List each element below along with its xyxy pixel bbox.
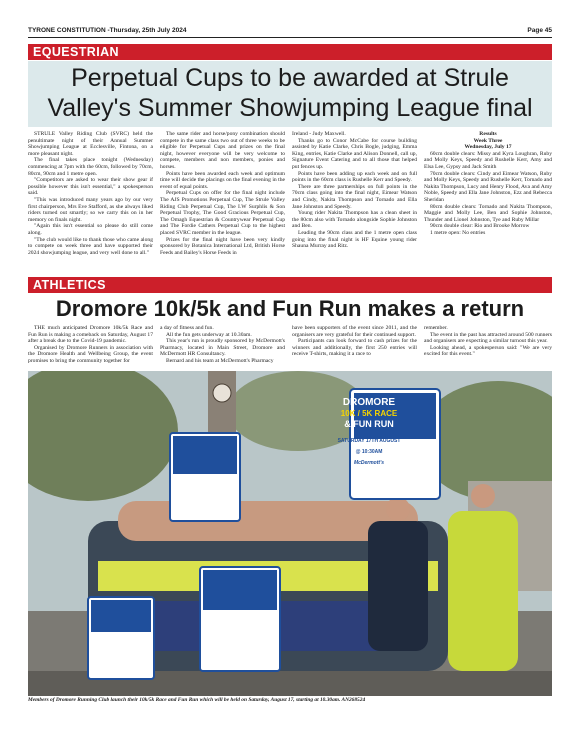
- article-paragraph: Looking ahead, a spokesperson said: "We are very excited for this event.": [424, 344, 552, 358]
- poster-title: DROMORE: [342, 397, 396, 408]
- section-label-equestrian: EQUESTRIAN: [33, 45, 119, 59]
- article-paragraph: have been supporters of the event since 2011, and the organisers are very grateful for their continued support.: [292, 325, 417, 338]
- section-bar-equestrian: [28, 44, 552, 60]
- poster-fun-run: & FUN RUN: [344, 419, 394, 429]
- poster-time: @ 10:30AM: [355, 449, 383, 455]
- equestrian-column-3: [292, 131, 417, 250]
- article-paragraph: Ireland - Judy Maxwell.: [292, 131, 346, 137]
- article-paragraph: There are three partnerships on full points in the 70cm class going into the final night, Eimear Watson and Cindy, Nakita Thompson and Tornado and Ella Jane Johnston and Speedy.: [292, 183, 417, 210]
- race-poster-bottom-center: [200, 567, 280, 671]
- results-title: Results: [479, 131, 497, 137]
- results-week: Week Three: [473, 137, 503, 144]
- article-paragraph: Organised by Dromore Runners in association with the Dromore Health and Wellbeing Group, the event promises to bring the community together for: [28, 344, 153, 364]
- article-paragraph: a day of fitness and fun.: [160, 325, 214, 331]
- article-paragraph: Leading the 90cm class and the 1 metre open class going into the final night is HF Equine young rider Shauna Murray and Ritz.: [292, 229, 417, 250]
- article-paragraph: "Again this isn't essential so please do still come along.: [28, 223, 153, 236]
- athletics-headline: Dromore 10k/5k and Fun Run makes a return: [55, 296, 525, 321]
- article-paragraph: The event in the past has attracted around 500 runners and organisers are expecting a similar turnout this year.: [424, 331, 552, 345]
- article-paragraph: THE much anticipated Dromore 10k/5k Race and Fun Run is making a comeback on Saturday, August 17 after a break due to the Covid-19 pandemic.: [28, 325, 153, 345]
- photo-caption: Members of Dromore Running Club launch their 10k/5k Race and Fun Run which will be held on Saturday, August 17, starting at 10.30am. AN268524: [28, 697, 366, 703]
- header-rule: [28, 37, 552, 38]
- equestrian-headline-line-2: Valley's Summer Showjumping League final: [47, 94, 533, 122]
- poster-text-large: [328, 397, 410, 469]
- results-entry: 80cm double clears: Tornado and Nakita Thompson, Maggie and Molly Lee, Ben and Sophie Johnston, Thunder and Lionel Johnston, Tye and Ruby Millar: [424, 203, 552, 223]
- page-number: Page 45: [527, 27, 552, 34]
- article-paragraph: "This was introduced many years ago by our very first chairperson, Mrs Eve Stafford, as she always liked riders turned out smartly; so we carry this on in her memory on finals night.: [28, 196, 153, 223]
- article-paragraph: "Competitors are asked to wear their show gear if possible however this isn't essential," a spokesperson said.: [28, 177, 153, 197]
- article-paragraph: The same rider and horse/pony combination should compete in the same class two out of three weeks to be eligible for Perpetual Cups and prizes on the final night, however everyone will be very welcome to compete, members and non members, ponies and horses.: [160, 131, 285, 170]
- section-label-athletics: ATHLETICS: [33, 278, 106, 292]
- equestrian-headline-box: [28, 61, 552, 127]
- equestrian-headline-line-1: Perpetual Cups to be awarded at Strule: [71, 64, 509, 92]
- poster-date: SATURDAY 17TH AUGUST: [337, 438, 401, 444]
- page-header-date: TYRONE CONSTITUTION -Thursday, 25th July 2024: [28, 27, 187, 34]
- race-poster-bottom-left: [88, 597, 154, 679]
- equestrian-results-column: [424, 131, 552, 237]
- group-photo: [28, 371, 552, 696]
- article-paragraph: "The club would like to thank those who came along to compete on week three and have supported their 2024 showjumping league, and very well done to all.": [28, 236, 153, 256]
- article-paragraph: Perpetual Cups on offer for the final night include The AJS Promotions Perpetual Cup, The Strule Valley Riding Club Perpetual Cup, The I.W Surphlis & Son Perpetual Trophy, The Good Gracious Perpetual Cup, The Omagh Equestrian & Countrywear Perpetual Cup and The Fordie Cathers Perpetual Cup to the highest placed SVRC member in the league.: [160, 190, 285, 236]
- results-date: Wednesday, July 17: [464, 144, 512, 151]
- results-entry: 70cm double clears: Cindy and Eimear Watson, Ruby and Molly Keys, Speedy and Rushelle Kerr, Tornado and Nakita Thompson, Lucy and Henry Flood, Ava and Amy Noble, Speedy and Ella Jane Johnston, Ezz and Rebecca Sheridan: [424, 170, 552, 203]
- athletics-column-3: [292, 325, 417, 358]
- equestrian-column-2: [160, 131, 285, 256]
- page-header: [28, 27, 552, 37]
- race-poster-medium: [170, 433, 240, 521]
- athletics-column-2: [160, 325, 285, 365]
- article-paragraph: Young rider Nakita Thompson has a clean sheet in the 80cm also with Tornado alongside Sophie Johnston and Ben.: [292, 210, 417, 230]
- article-paragraph: STRULE Valley Riding Club (SVRC) held the penultimate night of their Annual Summer Showjumping League at Ecclesville, Fintona, on a more pleasant night.: [28, 131, 153, 157]
- poster-subtitle: 10K / 5K RACE: [340, 409, 398, 418]
- results-entry: 60cm double clears: Missy and Kyra Loughran, Ruby and Molly Keys, Speedy and Rushelle Kerr, Amy and Elsa Lee, Gypsy and Jack Smith: [424, 150, 552, 170]
- athletics-column-4: [424, 325, 552, 358]
- poster-sponsor: McDermott's: [353, 460, 385, 466]
- article-paragraph: Prizes for the final night have been very kindly sponsored by Botanica International Ltd, British Horse Feeds and Bailey's Horse Feeds in: [160, 236, 285, 256]
- group-photo-illustration: [28, 371, 552, 696]
- athletics-column-1: [28, 325, 153, 365]
- results-entry: 90cm double clear: Rio and Brooke Morrow: [430, 223, 530, 230]
- article-paragraph: Points have been awarded each week and optimum time will decide the placings on the final evening in the event of equal points.: [160, 170, 285, 190]
- results-entry: 1 metre open: No entries: [430, 229, 486, 236]
- article-paragraph: Points have been adding up each week and on full points in the 60cm class is Rushelle Kerr and Speedy.: [292, 170, 417, 184]
- article-paragraph: Participants can look forward to cash prizes for the winners and additionally, the first 250 entries will receive T-shirts, making it a race to: [292, 338, 417, 358]
- section-bar-athletics: [28, 277, 552, 293]
- equestrian-column-1: [28, 131, 153, 256]
- article-paragraph: The final takes place tonight (Wednesday) commencing at 7pm with the 60cm, followed by 70cm, 80cm, 90cm and 1 metre open.: [28, 157, 153, 177]
- article-paragraph: This year's run is proudly sponsored by McDermott's Pharmacy, located in Main Street, Dromore and McDermott HR Consultancy.: [160, 338, 285, 358]
- article-paragraph: Thanks go to Conor McCabe for course building assisted by Katie Clarke, Chris Bogle, judging, Emma King, entries, Katie Clarke and Alison Donnell, call up, Signature Event Catering and to all those that helped put fences up.: [292, 137, 417, 170]
- article-paragraph: Bernard and his team at McDermott's Pharmacy: [166, 357, 274, 364]
- article-paragraph: remember.: [424, 325, 448, 331]
- article-paragraph: All the fun gets underway at 10.30am.: [166, 331, 252, 338]
